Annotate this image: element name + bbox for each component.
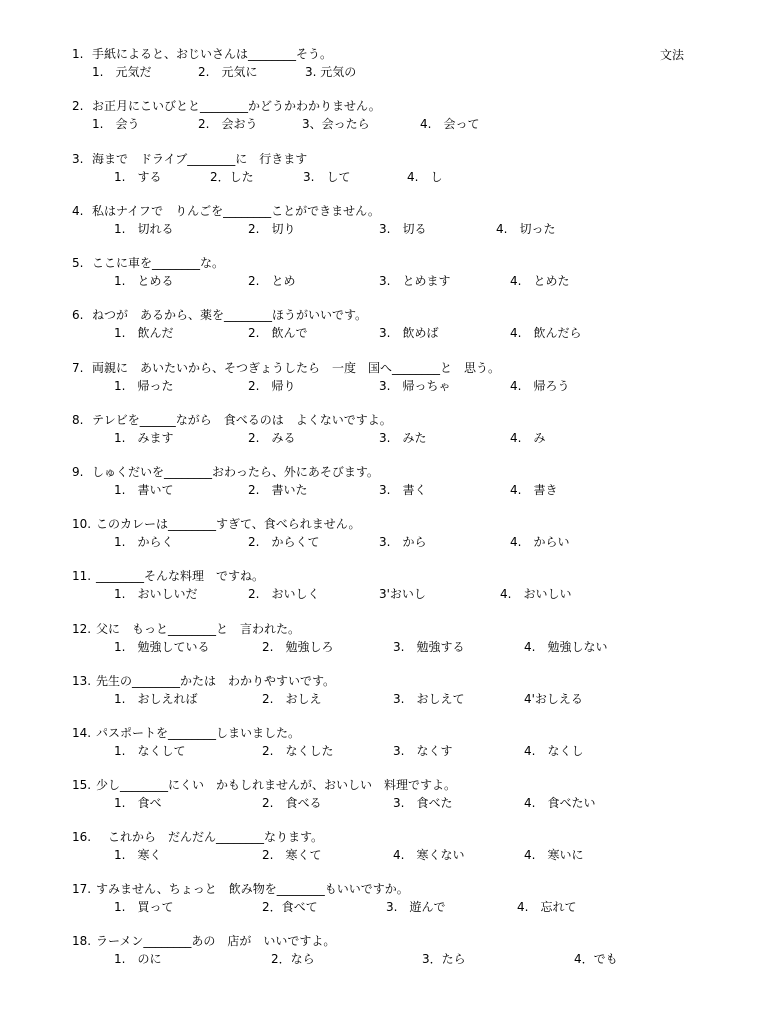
option-2: 2. からくて (248, 535, 320, 549)
option-1: 1. 買って (114, 900, 174, 914)
option-1: 1. みます (114, 431, 174, 445)
question-4 (72, 203, 722, 237)
question-number: 8. (72, 413, 84, 427)
option-4: 4. 食べたい (524, 796, 596, 810)
question-number: 14. (72, 726, 92, 740)
question-16 (72, 829, 722, 863)
option-4: 4. からい (510, 535, 570, 549)
option-2: 2. 飲んで (248, 326, 308, 340)
option-2: 2. おいしく (248, 587, 320, 601)
question-11 (72, 568, 722, 602)
option-2: 2. みる (248, 431, 296, 445)
option-3: 3、会ったら (302, 117, 370, 131)
option-1: 1. 寒く (114, 848, 162, 862)
option-3: 3. なくす (393, 744, 453, 758)
question-number: 7. (72, 361, 84, 375)
option-2: 2．なら (271, 952, 315, 966)
option-4: 4. 帰ろう (510, 379, 570, 393)
question-number: 6. (72, 308, 84, 322)
option-3: 3. 勉強する (393, 640, 465, 654)
question-17 (72, 881, 722, 915)
option-1: 1. 飲んだ (114, 326, 174, 340)
question-stem: 両親に あいたいから、そつぎょうしたら 一度 国へ________と 思う。 (92, 361, 501, 375)
option-3: 3．たら (422, 952, 466, 966)
option-3: 3. 書く (379, 483, 427, 497)
question-number: 2. (72, 99, 84, 113)
question-stem: しゅくだいを________おわったら、外にあそびます。 (92, 465, 379, 479)
option-2: 2. 切り (248, 222, 296, 236)
option-1: 1. 書いて (114, 483, 174, 497)
question-number: 1. (72, 47, 84, 61)
option-4: 4. み (510, 431, 546, 445)
option-3: 3. 食べた (393, 796, 453, 810)
question-18 (72, 933, 722, 967)
option-1: 1. する (114, 170, 162, 184)
option-4: 4. とめた (510, 274, 570, 288)
question-stem: ねつが あるから、薬を________ほうがいいです。 (92, 308, 368, 322)
option-1: 1. なくして (114, 744, 186, 758)
option-4: 4. 会って (420, 117, 480, 131)
option-2: 2. 元気に (198, 65, 258, 79)
question-stem: お正月にこいびとと________かどうかわかりません。 (92, 99, 381, 113)
question-9 (72, 464, 722, 498)
question-number: 11. (72, 569, 92, 583)
question-number: 18. (72, 934, 92, 948)
question-stem: 少し________にくい かもしれませんが、おいしい 料理ですよ。 (96, 778, 457, 792)
option-4: 4. 忘れて (517, 900, 577, 914)
question-14 (72, 725, 722, 759)
option-3: 4. 寒くない (393, 848, 465, 862)
option-3: 3. おしえて (393, 692, 465, 706)
option-1: 1. おしえれば (114, 692, 198, 706)
question-stem: このカレーは________すぎて、食べられません。 (96, 517, 361, 531)
question-7 (72, 360, 722, 394)
question-15 (72, 777, 722, 811)
question-number: 10. (72, 517, 92, 531)
option-1: 1. とめる (114, 274, 174, 288)
question-5 (72, 255, 722, 289)
question-stem: すみません、ちょっと 飲み物を________もいいですか。 (96, 882, 409, 896)
question-number: 13. (72, 674, 92, 688)
option-3: 3. して (303, 170, 351, 184)
option-1: 1. 勉強している (114, 640, 210, 654)
option-2: 2. 書いた (248, 483, 308, 497)
option-4: 4. なくし (524, 744, 584, 758)
option-1: 1. 食べ (114, 796, 162, 810)
option-2: 2．食べて (262, 900, 318, 914)
option-3: 3. 遊んで (386, 900, 446, 914)
option-3: 3. 帰っちゃ (379, 379, 451, 393)
question-number: 4. (72, 204, 84, 218)
question-number: 3. (72, 152, 84, 166)
option-4: 4. 寒いに (524, 848, 584, 862)
question-stem: パスポートを________しまいました。 (96, 726, 301, 740)
option-1: 1. のに (114, 952, 162, 966)
question-number: 9. (72, 465, 84, 479)
question-13 (72, 673, 722, 707)
option-1: 1. 切れる (114, 222, 174, 236)
option-3: 3. 飲めば (379, 326, 439, 340)
question-stem: テレビを______ながら 食べるのは よくないですよ。 (92, 413, 392, 427)
question-stem: 手紙によると、おじいさんは________そう。 (92, 47, 333, 61)
question-stem: ここに車を________な。 (92, 256, 225, 270)
option-2: 2. 勉強しろ (262, 640, 334, 654)
question-stem: これから だんだん________なります。 (96, 830, 324, 844)
question-stem: 先生の________かたは わかりやすいです。 (96, 674, 336, 688)
option-2: 2．した (210, 170, 254, 184)
option-3: 3. から (379, 535, 427, 549)
question-2 (72, 98, 722, 132)
option-2: 2. なくした (262, 744, 334, 758)
option-4: 4. し (407, 170, 443, 184)
option-4: 4. 勉強しない (524, 640, 608, 654)
question-10 (72, 516, 722, 550)
option-3: 3. とめます (379, 274, 451, 288)
option-1: 1. 元気だ (92, 65, 152, 79)
option-2: 2. 食べる (262, 796, 322, 810)
question-1 (72, 46, 722, 80)
question-stem: ________そんな料理 ですね。 (96, 569, 265, 583)
option-2: 2. 帰り (248, 379, 296, 393)
option-1: 1. おいしいだ (114, 587, 198, 601)
option-2: 2. 会おう (198, 117, 258, 131)
option-4: 4. 飲んだら (510, 326, 582, 340)
option-2: 2. 寒くて (262, 848, 322, 862)
option-1: 1. からく (114, 535, 174, 549)
option-3: 3'おいし (379, 587, 426, 601)
question-number: 12. (72, 622, 92, 636)
question-number: 5. (72, 256, 84, 270)
option-3: 3. みた (379, 431, 427, 445)
option-3: 3. 切る (379, 222, 427, 236)
option-2: 2. とめ (248, 274, 296, 288)
option-4: 4'おしえる (524, 692, 583, 706)
question-12 (72, 621, 722, 655)
question-stem: 海まで ドライブ________に 行きます (92, 152, 308, 166)
question-3 (72, 151, 722, 185)
option-2: 2. おしえ (262, 692, 322, 706)
option-1: 1. 帰った (114, 379, 174, 393)
option-1: 1. 会う (92, 117, 140, 131)
option-4: 4. おいしい (500, 587, 572, 601)
question-number: 15. (72, 778, 92, 792)
question-6 (72, 307, 722, 341)
question-stem: ラーメン________あの 店が いいですよ。 (96, 934, 336, 948)
grammar-label: 文法 (660, 48, 685, 62)
question-8 (72, 412, 722, 446)
question-stem: 父に もっと________と 言われた。 (96, 622, 301, 636)
question-stem: 私はナイフで りんごを________ことができません。 (92, 204, 380, 218)
question-number: 17. (72, 882, 92, 896)
option-4: 4．でも (574, 952, 618, 966)
option-4: 4. 書き (510, 483, 558, 497)
question-number: 16. (72, 830, 92, 844)
option-4: 4. 切った (496, 222, 556, 236)
option-3: 3. 元気の (305, 65, 357, 79)
